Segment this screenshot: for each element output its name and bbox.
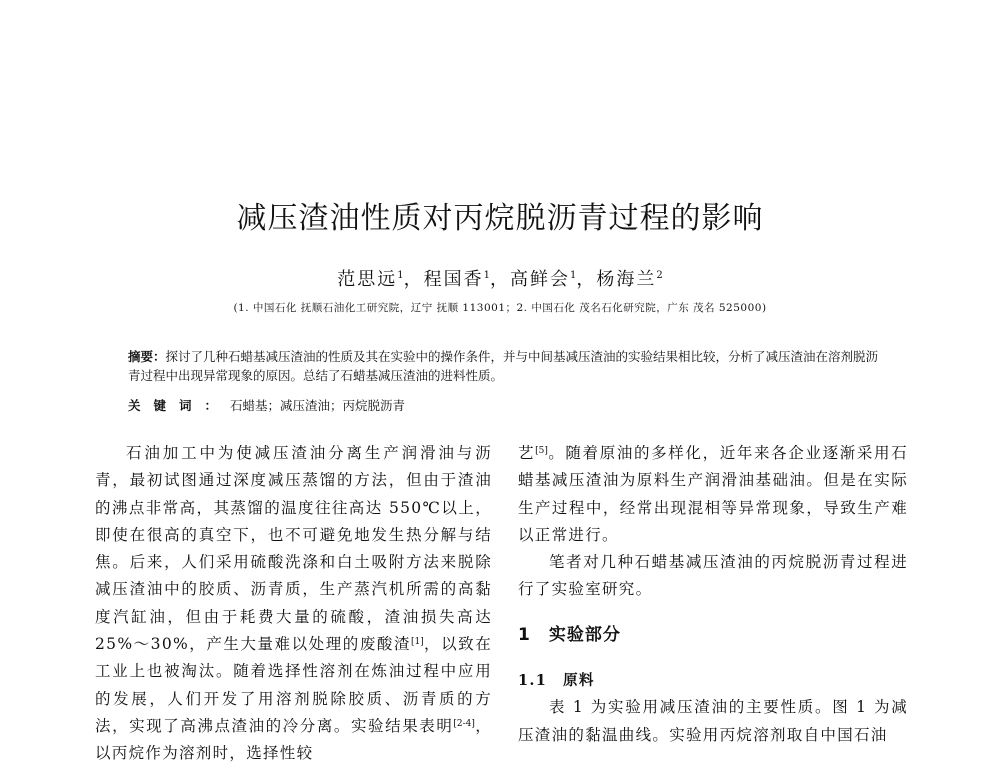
citation: [2-4] bbox=[453, 718, 475, 729]
author-name: 高鲜会 bbox=[510, 269, 570, 290]
body-paragraph bbox=[95, 440, 492, 768]
citation: [5] bbox=[535, 446, 548, 456]
section-number: 1 bbox=[518, 624, 531, 645]
affiliations: (1. 中国石化 抚顺石油化工研究院，辽宁 抚顺 113001；2. 中国石化 茂名石化研究院，广东 茂名 525000) bbox=[233, 302, 767, 314]
author-name: 程国香 bbox=[423, 269, 484, 290]
abstract-label: 摘要： bbox=[128, 349, 166, 364]
author-name: 范思远 bbox=[337, 269, 398, 290]
citation: [1] bbox=[411, 637, 424, 648]
keywords bbox=[128, 396, 888, 415]
author-sep: ， bbox=[403, 269, 424, 290]
author-list bbox=[0, 265, 1000, 291]
abstract-text: 探讨了几种石蜡基减压渣油的性质及其在实验中的操作条件，并与中间基减压渣油的实验结果相比较，分析了减压渣油在溶剂脱沥青过程中出现异常现象的原因。总结了石蜡基减压渣油的进料性质。 bbox=[128, 349, 879, 383]
body-paragraph: 表 1 为实验用减压渣油的主要性质。图 1 为减压渣油的黏温曲线。实验用丙烷溶剂取自中国石油 bbox=[518, 698, 908, 744]
body-column-left bbox=[95, 440, 492, 768]
author-affil-mark: 2 bbox=[656, 270, 663, 281]
keywords-label: 关键词： bbox=[128, 398, 231, 413]
author-sep: ， bbox=[576, 269, 597, 290]
body-paragraph: 笔者对几种石蜡基减压渣油的丙烷脱沥青过程进行了实验室研究。 bbox=[518, 553, 908, 599]
body-text: 艺 bbox=[518, 444, 536, 462]
abstract bbox=[128, 347, 888, 385]
author-affil-mark: 1 bbox=[570, 270, 577, 281]
body-text: ，以丙烷作为溶剂时，选择性较 bbox=[95, 716, 492, 763]
section-heading bbox=[518, 622, 908, 649]
body-column-right bbox=[518, 440, 908, 749]
subsection-title: 原料 bbox=[563, 672, 595, 690]
body-paragraph bbox=[518, 440, 908, 549]
body-text: ，以致在工业上也被淘汰。随着选择性溶剂在炼油过程中应用的发展，人们开发了用溶剂脱除胶质、沥青质的方法，实现了高沸点渣油的冷分离。实验结果表明 bbox=[95, 635, 492, 735]
keywords-text: 石蜡基；减压渣油；丙烷脱沥青 bbox=[230, 398, 406, 413]
body-text: 。随着原油的多样化，近年来各企业逐渐采用石蜡基减压渣油为原料生产润滑油基础油。但是在实际生产过程中，经常出现混相等异常现象，导致生产难以正常进行。 bbox=[518, 444, 908, 544]
author-sep: ， bbox=[490, 269, 510, 290]
author-affil-mark: 1 bbox=[483, 270, 490, 281]
body-text: 石油加工中为使减压渣油分离生产润滑油与沥青，最初试图通过深度减压蒸馏的方法，但由于渣油的沸点非常高，其蒸馏的温度往往高达 550℃以上，即使在很高的真空下，也不可避免地发生热分解与结焦。后来，人们采用硫酸洗涤和白土吸附方法来脱除减压渣油中的胶质、沥青质，生产蒸汽机所需的高黏度汽缸油，但由于耗费大量的硫酸，渣油损失高达 25%～30%，产生大量难以处理的废酸渣 bbox=[95, 444, 492, 654]
author-affil-mark: 1 bbox=[397, 270, 404, 281]
subsection-number: 1.1 bbox=[518, 672, 548, 690]
section-title: 实验部分 bbox=[548, 624, 621, 645]
paper-title: 减压渣油性质对丙烷脱沥青过程的影响 bbox=[236, 201, 764, 236]
subsection-heading bbox=[518, 667, 908, 694]
author-name: 杨海兰 bbox=[596, 269, 657, 290]
